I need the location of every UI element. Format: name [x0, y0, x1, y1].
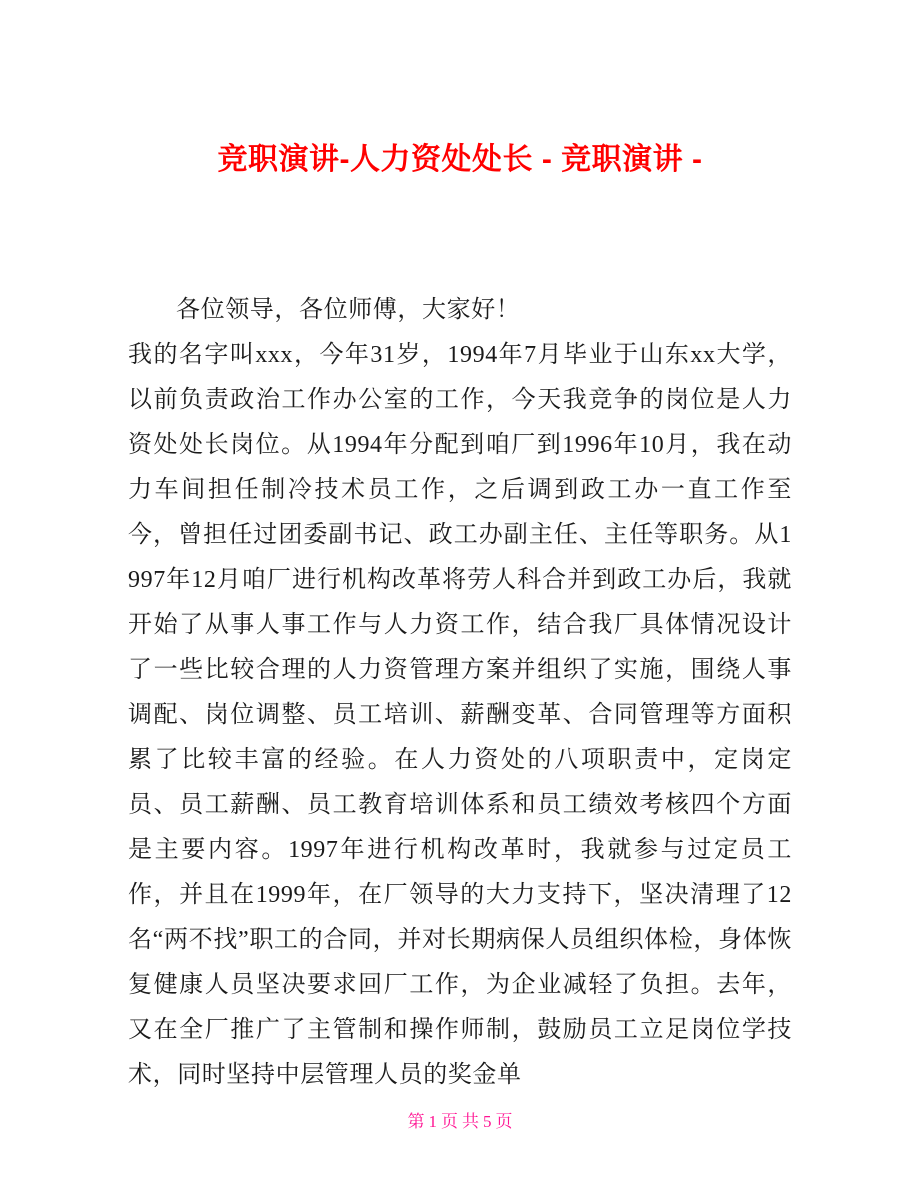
footer-page-unit-1: 页 [441, 1112, 458, 1131]
document-body [128, 288, 792, 1098]
footer-page-unit-2: 页 [495, 1112, 513, 1131]
footer-total-pages: 5 [483, 1112, 492, 1131]
main-paragraph: 我的名字叫xxx，今年31岁，1994年7月毕业于山东xx大学，以前负责政治工作办公室的工作，今天我竞争的岗位是人力资处处长岗位。从1994年分配到咱厂到1996年10月，我在动力车间担任制冷技术员工作，之后调到政工办一直工作至今，曾担任过团委副书记、政工办副主任、主任等职务。从1997年12月咱厂进行机构改革将劳人科合并到政工办后，我就开始了从事人事工作与人力资工作，结合我厂具体情况设计了一些比较合理的人力资管理方案并组织了实施，围绕人事调配、岗位调整、员工培训、薪酬变革、合同管理等方面积累了比较丰富的经验。在人力资处的八项职责中，定岗定员、员工薪酬、员工教育培训体系和员工绩效考核四个方面是主要内容。1997年进行机构改革时，我就参与过定员工作，并且在1999年，在厂领导的大力支持下，坚决清理了12名“两不找”职工的合同，并对长期病保人员组织体检，身体恢复健康人员坚决要求回厂工作，为企业减轻了负担。去年，又在全厂推广了主管制和操作师制，鼓励员工立足岗位学技术，同时坚持中层管理人员的奖金单 [128, 342, 792, 1088]
greeting-paragraph: 各位领导，各位师傅，大家好！ [176, 297, 521, 323]
footer-middle-label: 共 [462, 1112, 479, 1131]
page-footer [0, 1110, 920, 1134]
footer-prefix-label: 第 [407, 1112, 425, 1131]
footer-current-page: 1 [428, 1112, 437, 1131]
page-title: 竞职演讲-人力资处处长 - 竞职演讲 - [217, 143, 703, 177]
